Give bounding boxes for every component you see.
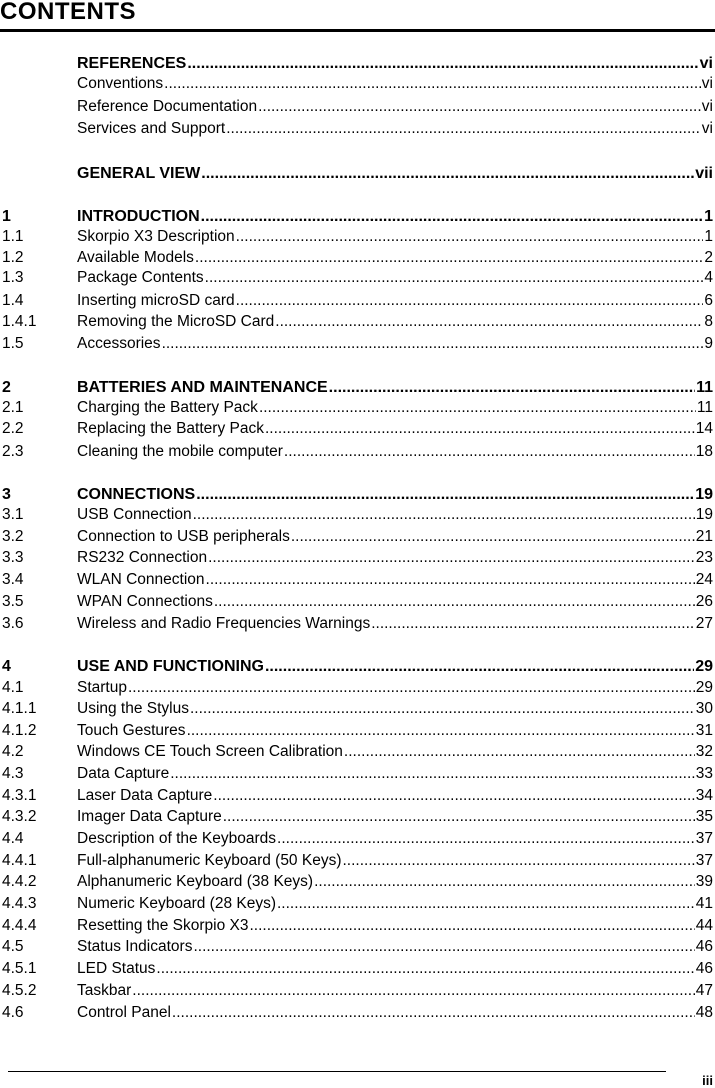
toc-entry-number: 3.1 bbox=[2, 506, 24, 523]
toc-entry-page: 26 bbox=[695, 593, 713, 610]
toc-entry-label: Using the Stylus bbox=[77, 700, 189, 717]
toc-leader-dots bbox=[236, 228, 704, 245]
toc-entry-page: 18 bbox=[695, 443, 713, 460]
toc-entry[interactable] bbox=[0, 740, 713, 760]
toc-entry-page: 24 bbox=[695, 571, 713, 588]
toc-leader-dots bbox=[187, 722, 695, 739]
toc-leader-dots bbox=[128, 679, 695, 696]
toc-entry-number: 4 bbox=[2, 658, 11, 675]
toc-entry-number: 1.1 bbox=[2, 228, 24, 245]
toc-entry-label: Connection to USB peripherals bbox=[77, 528, 290, 545]
toc-entry-label: Taskbar bbox=[77, 982, 132, 999]
toc-leader-dots bbox=[223, 808, 695, 825]
toc-entry-page: 21 bbox=[695, 528, 713, 545]
toc-entry-page: 23 bbox=[695, 549, 713, 566]
toc-entry-number: 3.5 bbox=[2, 593, 24, 610]
toc-entry-page: 6 bbox=[704, 292, 713, 309]
toc-entry-number: 2.1 bbox=[2, 399, 24, 416]
toc-leader-dots bbox=[132, 982, 694, 999]
toc-entry-page: vi bbox=[701, 120, 713, 137]
toc-leader-dots bbox=[201, 208, 703, 225]
toc-entry[interactable] bbox=[0, 935, 713, 955]
toc-leader-dots bbox=[164, 75, 701, 92]
toc-entry-label: Removing the MicroSD Card bbox=[77, 313, 275, 330]
toc-entry[interactable] bbox=[0, 95, 713, 115]
toc-entry-label: Resetting the Skorpio X3 bbox=[77, 917, 249, 934]
toc-entry-page: 32 bbox=[695, 743, 713, 760]
toc-entry-label: WLAN Connection bbox=[77, 571, 205, 588]
toc-entry[interactable] bbox=[0, 892, 713, 912]
toc-entry-label: Touch Gestures bbox=[77, 722, 186, 739]
toc-entry-label: CONNECTIONS bbox=[77, 486, 196, 503]
toc-leader-dots bbox=[265, 658, 694, 675]
toc-entry[interactable] bbox=[0, 590, 713, 610]
toc-entry-page: vi bbox=[701, 75, 713, 92]
toc-entry-number: 4.3 bbox=[2, 765, 24, 782]
toc-entry[interactable] bbox=[0, 310, 713, 330]
toc-entry-page: 44 bbox=[695, 917, 713, 934]
toc-entry[interactable] bbox=[0, 396, 713, 416]
toc-leader-dots bbox=[226, 120, 701, 137]
toc-entry[interactable] bbox=[0, 805, 713, 825]
toc-leader-dots bbox=[201, 165, 694, 182]
toc-entry-label: Description of the Keyboards bbox=[77, 830, 277, 847]
toc-entry[interactable] bbox=[0, 612, 713, 632]
toc-entry-label: LED Status bbox=[77, 960, 156, 977]
toc-leader-dots bbox=[275, 313, 703, 330]
toc-entry-number: 1 bbox=[2, 208, 11, 225]
toc-entry-page: 48 bbox=[695, 1004, 713, 1021]
toc-entry-number: 4.5 bbox=[2, 938, 24, 955]
toc-entry-label: RS232 Connection bbox=[77, 549, 208, 566]
toc-entry-label: REFERENCES bbox=[77, 55, 187, 72]
toc-entry-number: 1.5 bbox=[2, 335, 24, 352]
toc-entry-number: 4.1.2 bbox=[2, 722, 37, 739]
toc-entry-label: Replacing the Battery Pack bbox=[77, 420, 264, 437]
toc-entry-label: Startup bbox=[77, 679, 127, 696]
toc-entry[interactable] bbox=[0, 376, 713, 396]
toc-entry[interactable] bbox=[0, 525, 713, 545]
toc-entry-number: 4.4 bbox=[2, 830, 24, 847]
toc-entry-page: 1 bbox=[704, 228, 713, 245]
toc-entry-label: Inserting microSD card bbox=[77, 292, 235, 309]
toc-entry-page: 31 bbox=[695, 722, 713, 739]
toc-entry-number: 4.3.2 bbox=[2, 808, 37, 825]
toc-entry[interactable] bbox=[0, 719, 713, 739]
toc-entry-number: 4.2 bbox=[2, 743, 24, 760]
toc-entry-number: 3.6 bbox=[2, 615, 24, 632]
toc-entry-label: Laser Data Capture bbox=[77, 787, 213, 804]
toc-entry-page: vii bbox=[695, 165, 713, 182]
toc-entry[interactable] bbox=[0, 979, 713, 999]
toc-leader-dots bbox=[187, 55, 698, 72]
toc-entry-number: 4.1.1 bbox=[2, 700, 37, 717]
toc-entry[interactable] bbox=[0, 762, 713, 782]
toc-entry-label: WPAN Connections bbox=[77, 593, 213, 610]
toc-entry-page: 11 bbox=[696, 399, 713, 416]
toc-entry[interactable] bbox=[0, 827, 713, 847]
toc-leader-dots bbox=[314, 873, 695, 890]
toc-entry-number: 4.4.3 bbox=[2, 895, 37, 912]
toc-entry[interactable] bbox=[0, 1001, 713, 1021]
toc-entry-page: 37 bbox=[695, 830, 713, 847]
toc-entry-label: Imager Data Capture bbox=[77, 808, 222, 825]
toc-entry-label: Charging the Battery Pack bbox=[77, 399, 258, 416]
toc-entry-number: 4.6 bbox=[2, 1004, 24, 1021]
toc-entry[interactable] bbox=[0, 266, 713, 286]
toc-entry-page: 19 bbox=[695, 486, 713, 503]
toc-entry-page: vi bbox=[701, 98, 713, 115]
toc-entry-number: 4.5.2 bbox=[2, 982, 37, 999]
toc-leader-dots bbox=[172, 1004, 695, 1021]
toc-entry[interactable] bbox=[0, 914, 713, 934]
toc-entry[interactable] bbox=[0, 697, 713, 717]
toc-leader-dots bbox=[265, 420, 695, 437]
toc-leader-dots bbox=[156, 960, 694, 977]
toc-entry-page: 46 bbox=[695, 960, 713, 977]
toc-entry-page: 35 bbox=[695, 808, 713, 825]
toc-entry[interactable] bbox=[0, 246, 713, 266]
toc-entry-page: 14 bbox=[695, 420, 713, 437]
toc-leader-dots bbox=[193, 938, 694, 955]
toc-entry-page: 11 bbox=[696, 379, 713, 396]
toc-entry[interactable] bbox=[0, 162, 713, 182]
toc-entry-number: 1.4.1 bbox=[2, 313, 37, 330]
toc-entry-page: 29 bbox=[695, 679, 713, 696]
toc-entry-page: 29 bbox=[695, 658, 713, 675]
toc-entry-number: 3.3 bbox=[2, 549, 24, 566]
toc-entry[interactable] bbox=[0, 483, 713, 503]
toc-leader-dots bbox=[277, 895, 695, 912]
footer-rule bbox=[8, 1071, 666, 1072]
toc-entry-page: 1 bbox=[704, 208, 713, 225]
toc-leader-dots bbox=[206, 571, 695, 588]
toc-leader-dots bbox=[371, 615, 695, 632]
toc-entry-number: 4.4.4 bbox=[2, 917, 37, 934]
toc-entry[interactable] bbox=[0, 503, 713, 523]
toc-entry-number: 2.3 bbox=[2, 443, 24, 460]
toc-leader-dots bbox=[236, 292, 704, 309]
toc-entry[interactable] bbox=[0, 957, 713, 977]
toc-entry-page: 9 bbox=[704, 335, 713, 352]
toc-entry[interactable] bbox=[0, 417, 713, 437]
toc-entry[interactable] bbox=[0, 332, 713, 352]
toc-entry-page: 27 bbox=[695, 615, 713, 632]
toc-entry[interactable] bbox=[0, 655, 713, 675]
toc-entry-label: Skorpio X3 Description bbox=[77, 228, 235, 245]
toc-leader-dots bbox=[190, 700, 695, 717]
toc-leader-dots bbox=[162, 335, 704, 352]
toc-entry-number: 4.4.2 bbox=[2, 873, 37, 890]
toc-entry-label: Conventions bbox=[77, 75, 164, 92]
page-title: CONTENTS bbox=[0, 0, 136, 25]
toc-entry-number: 3 bbox=[2, 486, 11, 503]
toc-leader-dots bbox=[344, 743, 695, 760]
toc-leader-dots bbox=[193, 506, 695, 523]
toc-entry-page: 2 bbox=[704, 249, 713, 266]
toc-entry-page: 30 bbox=[695, 700, 713, 717]
toc-leader-dots bbox=[205, 269, 704, 286]
toc-entry-label: BATTERIES AND MAINTENANCE bbox=[77, 379, 328, 396]
toc-entry-page: 47 bbox=[695, 982, 713, 999]
toc-entry[interactable] bbox=[0, 546, 713, 566]
toc-entry-label: INTRODUCTION bbox=[77, 208, 200, 225]
toc-leader-dots bbox=[342, 852, 694, 869]
toc-entry[interactable] bbox=[0, 289, 713, 309]
toc-entry[interactable] bbox=[0, 568, 713, 588]
toc-entry[interactable] bbox=[0, 676, 713, 696]
toc-entry-page: 19 bbox=[695, 506, 713, 523]
toc-entry-page: vi bbox=[699, 55, 713, 72]
toc-entry-page: 34 bbox=[695, 787, 713, 804]
toc-entry-number: 2 bbox=[2, 379, 11, 396]
title-rule bbox=[0, 29, 715, 32]
toc-entry-page: 37 bbox=[695, 852, 713, 869]
toc-entry-number: 2.2 bbox=[2, 420, 24, 437]
toc-entry-label: USB Connection bbox=[77, 506, 192, 523]
toc-leader-dots bbox=[249, 917, 694, 934]
toc-entry-number: 3.4 bbox=[2, 571, 24, 588]
toc-entry[interactable] bbox=[0, 117, 713, 137]
toc-leader-dots bbox=[291, 528, 695, 545]
toc-entry[interactable] bbox=[0, 52, 713, 72]
toc-entry-page: 39 bbox=[695, 873, 713, 890]
toc-entry-label: Numeric Keyboard (28 Keys) bbox=[77, 895, 276, 912]
toc-entry-number: 4.1 bbox=[2, 679, 24, 696]
toc-entry-number: 4.3.1 bbox=[2, 787, 37, 804]
toc-entry-label: Windows CE Touch Screen Calibration bbox=[77, 743, 343, 760]
toc-entry-label: Cleaning the mobile computer bbox=[77, 443, 283, 460]
toc-leader-dots bbox=[208, 549, 695, 566]
toc-entry-label: Package Contents bbox=[77, 269, 204, 286]
toc-leader-dots bbox=[214, 593, 695, 610]
toc-leader-dots bbox=[329, 379, 695, 396]
toc-entry-label: Wireless and Radio Frequencies Warnings bbox=[77, 615, 371, 632]
toc-entry-page: 46 bbox=[695, 938, 713, 955]
toc-entry-number: 1.4 bbox=[2, 292, 24, 309]
toc-entry-label: Alphanumeric Keyboard (38 Keys) bbox=[77, 873, 314, 890]
toc-entry-number: 1.2 bbox=[2, 249, 24, 266]
toc-leader-dots bbox=[196, 486, 694, 503]
toc-leader-dots bbox=[259, 399, 696, 416]
toc-leader-dots bbox=[213, 787, 694, 804]
toc-entry-page: 8 bbox=[704, 313, 713, 330]
toc-entry-label: Services and Support bbox=[77, 120, 226, 137]
toc-entry-label: Data Capture bbox=[77, 765, 170, 782]
toc-entry[interactable] bbox=[0, 784, 713, 804]
toc-entry-label: Reference Documentation bbox=[77, 98, 258, 115]
toc-entry-number: 4.5.1 bbox=[2, 960, 37, 977]
toc-entry-page: 33 bbox=[695, 765, 713, 782]
toc-entry-number: 1.3 bbox=[2, 269, 24, 286]
toc-entry-label: USE AND FUNCTIONING bbox=[77, 658, 264, 675]
toc-entry-number: 3.2 bbox=[2, 528, 24, 545]
toc-leader-dots bbox=[284, 443, 695, 460]
toc-leader-dots bbox=[258, 98, 701, 115]
toc-leader-dots bbox=[170, 765, 695, 782]
toc-entry-label: GENERAL VIEW bbox=[77, 165, 201, 182]
toc-entry-page: 41 bbox=[695, 895, 713, 912]
toc-entry-number: 4.4.1 bbox=[2, 852, 37, 869]
toc-entry[interactable] bbox=[0, 72, 713, 92]
toc-entry[interactable] bbox=[0, 849, 713, 869]
toc-entry-page: 4 bbox=[704, 269, 713, 286]
toc-entry-label: Status Indicators bbox=[77, 938, 193, 955]
toc-entry[interactable] bbox=[0, 870, 713, 890]
toc-entry[interactable] bbox=[0, 440, 713, 460]
toc-entry[interactable] bbox=[0, 225, 713, 245]
toc-leader-dots bbox=[195, 249, 703, 266]
toc-entry-label: Full-alphanumeric Keyboard (50 Keys) bbox=[77, 852, 342, 869]
toc-entry-label: Available Models bbox=[77, 249, 194, 266]
toc-entry[interactable] bbox=[0, 205, 713, 225]
toc-leader-dots bbox=[277, 830, 695, 847]
toc-entry-label: Accessories bbox=[77, 335, 161, 352]
toc-entry-label: Control Panel bbox=[77, 1004, 171, 1021]
footer-page-number: iii bbox=[702, 1073, 713, 1088]
